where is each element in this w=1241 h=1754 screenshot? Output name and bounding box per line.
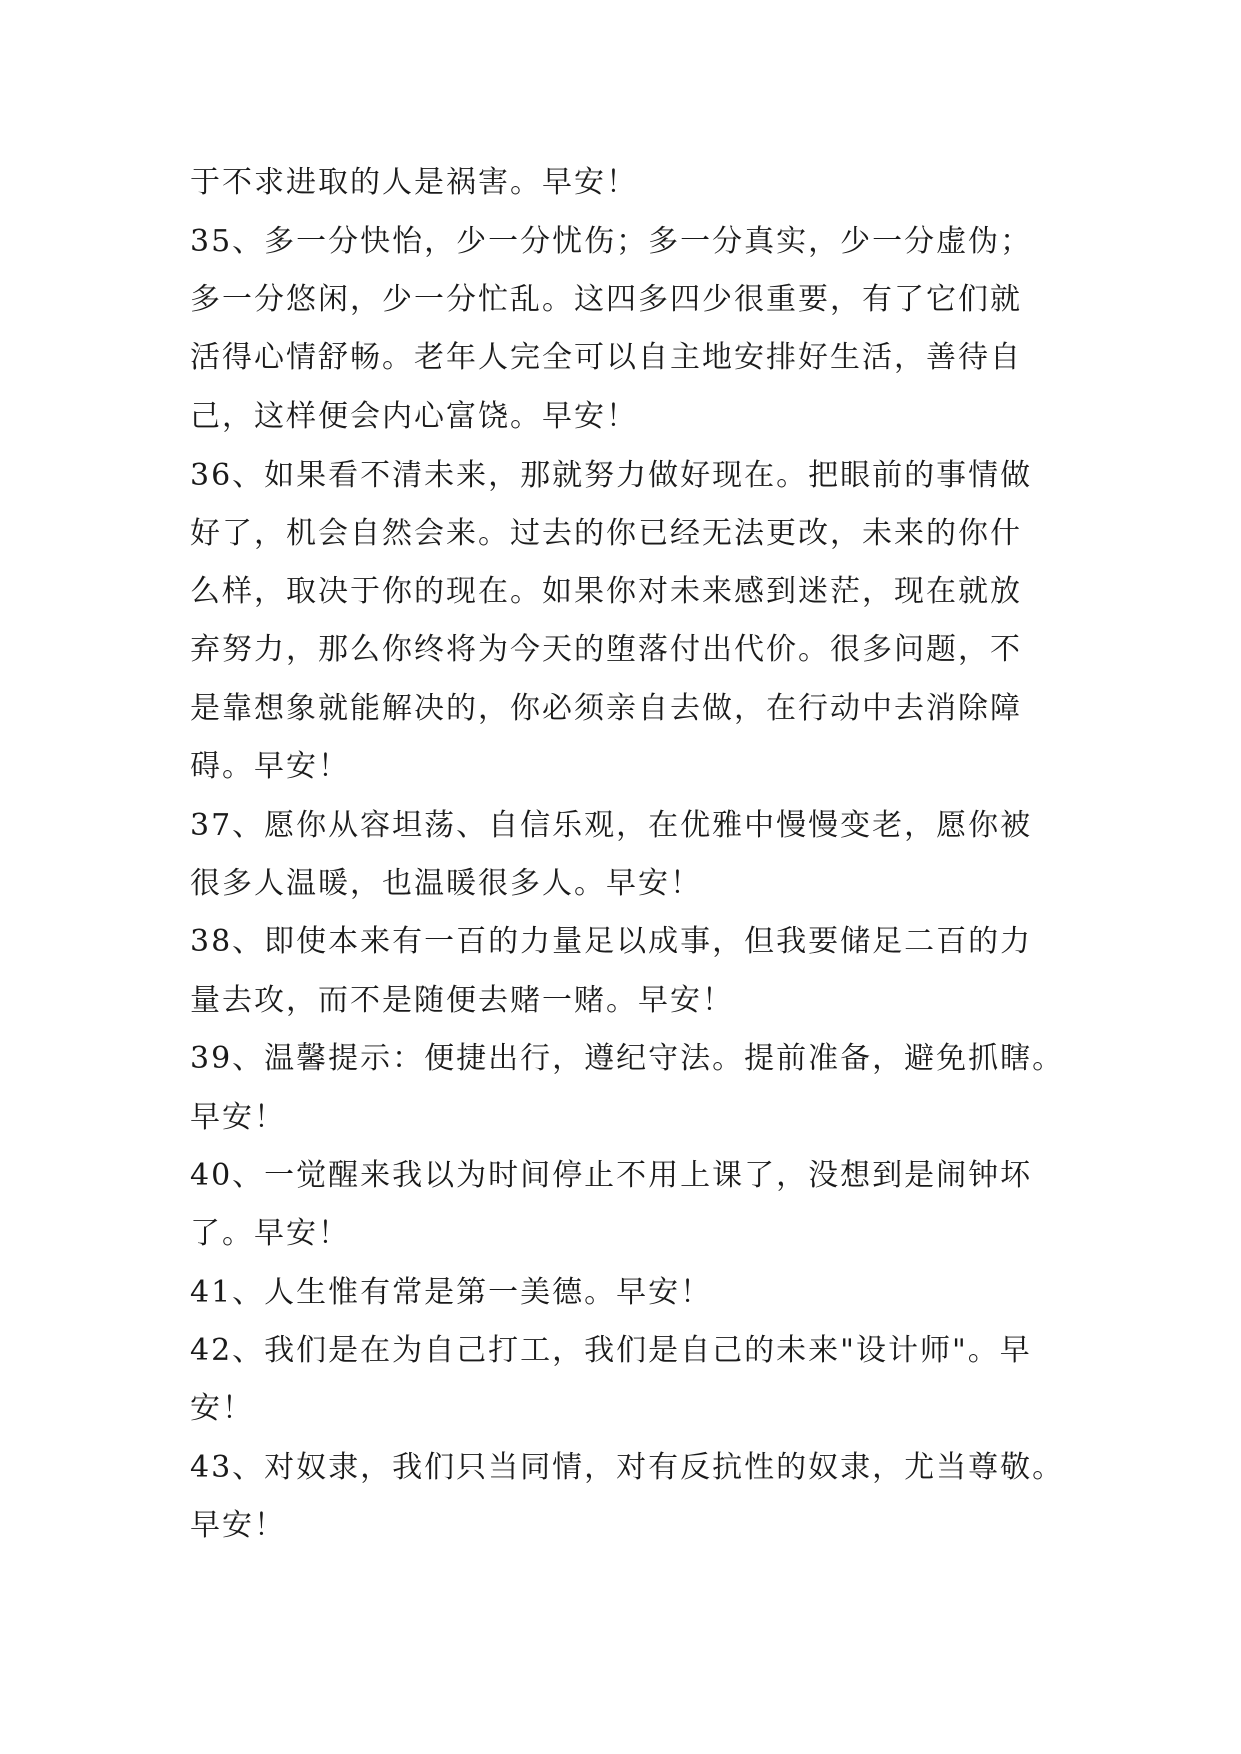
text-line: 量去攻，而不是随便去赌一赌。早安！ — [190, 983, 734, 1018]
text-line: 于不求进取的人是祸害。早安！ — [190, 165, 638, 200]
text-line: 43、对奴隶，我们只当同情，对有反抗性的奴隶，尤当尊敬。 — [190, 1450, 1065, 1485]
text-line: 碍。早安！ — [190, 749, 350, 784]
text-line: 很多人温暖，也温暖很多人。早安！ — [190, 866, 702, 901]
text-line: 多一分悠闲，少一分忙乱。这四多四少很重要，有了它们就 — [190, 282, 1022, 317]
text-line: 38、即使本来有一百的力量足以成事，但我要储足二百的力 — [190, 924, 1033, 959]
text-line: 37、愿你从容坦荡、自信乐观，在优雅中慢慢变老，愿你被 — [190, 808, 1033, 843]
text-line: 活得心情舒畅。老年人完全可以自主地安排好生活，善待自 — [190, 340, 1022, 375]
text-line: 40、一觉醒来我以为时间停止不用上课了，没想到是闹钟坏 — [190, 1158, 1033, 1193]
text-line: 了。早安！ — [190, 1216, 350, 1251]
text-line: 是靠想象就能解决的，你必须亲自去做，在行动中去消除障 — [190, 691, 1022, 726]
text-line: 42、我们是在为自己打工，我们是自己的未来"设计师"。早 — [190, 1333, 1032, 1368]
text-line: 己，这样便会内心富饶。早安！ — [190, 399, 638, 434]
text-line: 么样，取决于你的现在。如果你对未来感到迷茫，现在就放 — [190, 574, 1022, 609]
text-line: 早安！ — [190, 1508, 286, 1543]
text-line: 39、温馨提示：便捷出行，遵纪守法。提前准备，避免抓瞎。 — [190, 1041, 1065, 1076]
text-line: 弃努力，那么你终将为今天的堕落付出代价。很多问题，不 — [190, 632, 1022, 667]
text-line: 36、如果看不清未来，那就努力做好现在。把眼前的事情做 — [190, 458, 1033, 493]
text-line: 早安！ — [190, 1100, 286, 1135]
text-line: 35、多一分快怡，少一分忧伤；多一分真实，少一分虚伪； — [190, 224, 1033, 259]
text-line: 41、人生惟有常是第一美德。早安！ — [190, 1275, 713, 1310]
text-line: 好了，机会自然会来。过去的你已经无法更改，未来的你什 — [190, 516, 1022, 551]
text-line: 安！ — [190, 1391, 254, 1426]
